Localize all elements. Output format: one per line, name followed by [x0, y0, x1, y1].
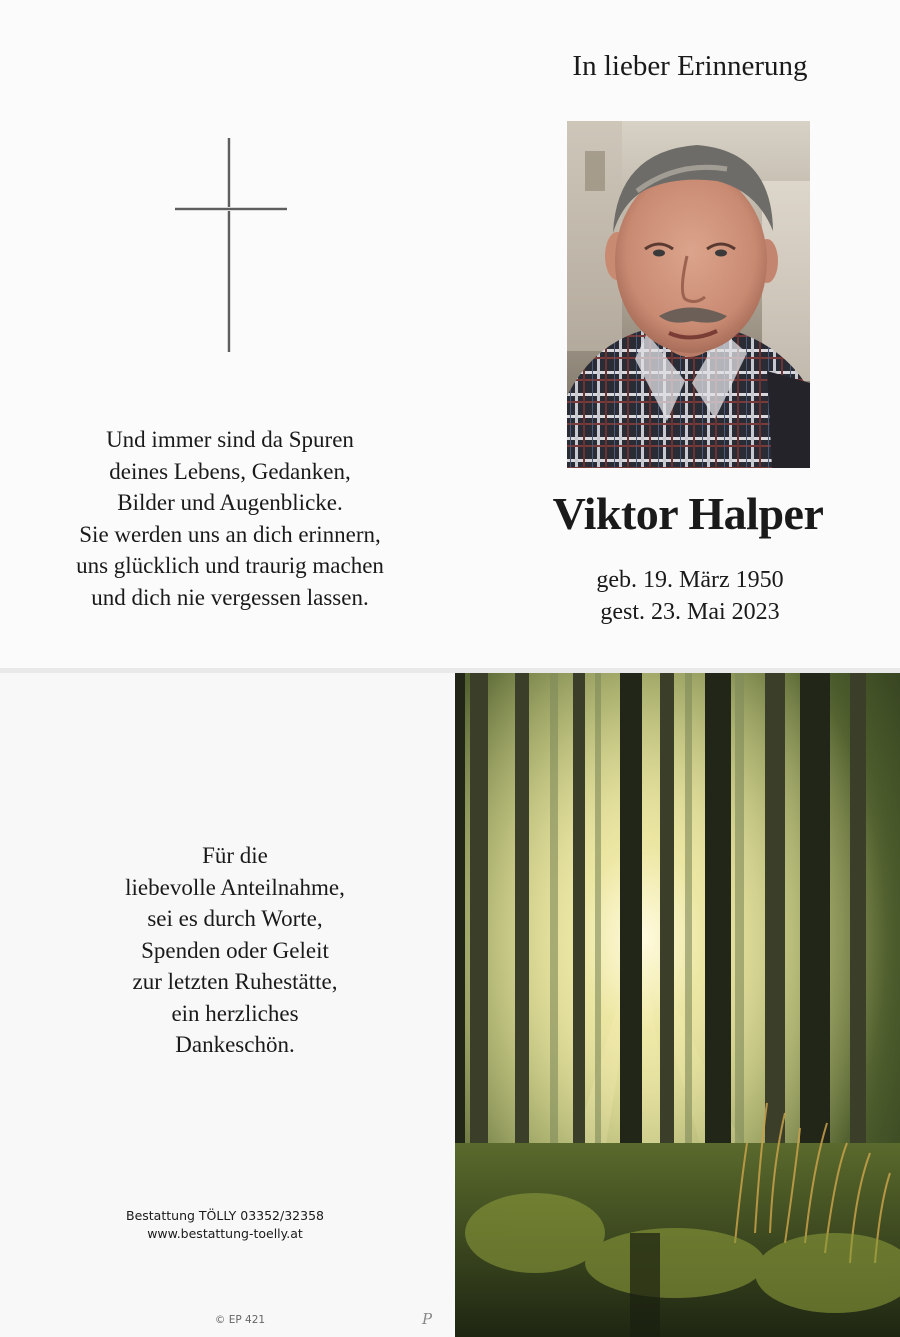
handwritten-mark: P: [422, 1310, 433, 1328]
poem-line: uns glücklich und traurig machen: [76, 553, 384, 578]
product-code: © EP 421: [214, 1314, 266, 1326]
thanks-line: sei es durch Worte,: [147, 906, 323, 931]
memorial-poem: [30, 424, 430, 613]
thanks-line: Für die: [202, 843, 268, 868]
undertaker-website: www.bestattung-toelly.at: [147, 1226, 303, 1241]
thanks-line: Spenden oder Geleit: [141, 937, 329, 963]
thanks-line: zur letzten Ruhestätte,: [132, 969, 338, 994]
portrait-illustration: [567, 121, 810, 468]
life-dates: [520, 564, 860, 628]
poem-line: deines Lebens, Gedanken,: [109, 458, 351, 484]
death-date: gest. 23. Mai 2023: [600, 599, 780, 625]
poem-line: Sie werden uns an dich erinnern,: [79, 521, 381, 547]
undertaker-info: [100, 1207, 350, 1243]
forest-illustration: [455, 673, 900, 1337]
forest-image: [455, 673, 900, 1337]
memorial-heading: In lieber Erinnerung: [572, 50, 808, 82]
thanks-line: ein herzliches: [171, 1000, 299, 1026]
thanks-line: liebevolle Anteilnahme,: [125, 874, 345, 900]
birth-date: geb. 19. März 1950: [596, 567, 784, 593]
card-front: [0, 0, 900, 668]
poem-line: Bilder und Augenblicke.: [117, 490, 343, 515]
poem-line: Und immer sind da Spuren: [106, 427, 354, 452]
portrait-photo: [567, 121, 810, 468]
thank-you-text: [20, 840, 450, 1061]
undertaker-name: Bestattung TÖLLY 03352/32358: [126, 1208, 324, 1223]
deceased-name: Viktor Halper: [552, 488, 824, 539]
thanks-line: Dankeschön.: [175, 1032, 295, 1057]
poem-line: und dich nie vergessen lassen.: [91, 584, 369, 610]
